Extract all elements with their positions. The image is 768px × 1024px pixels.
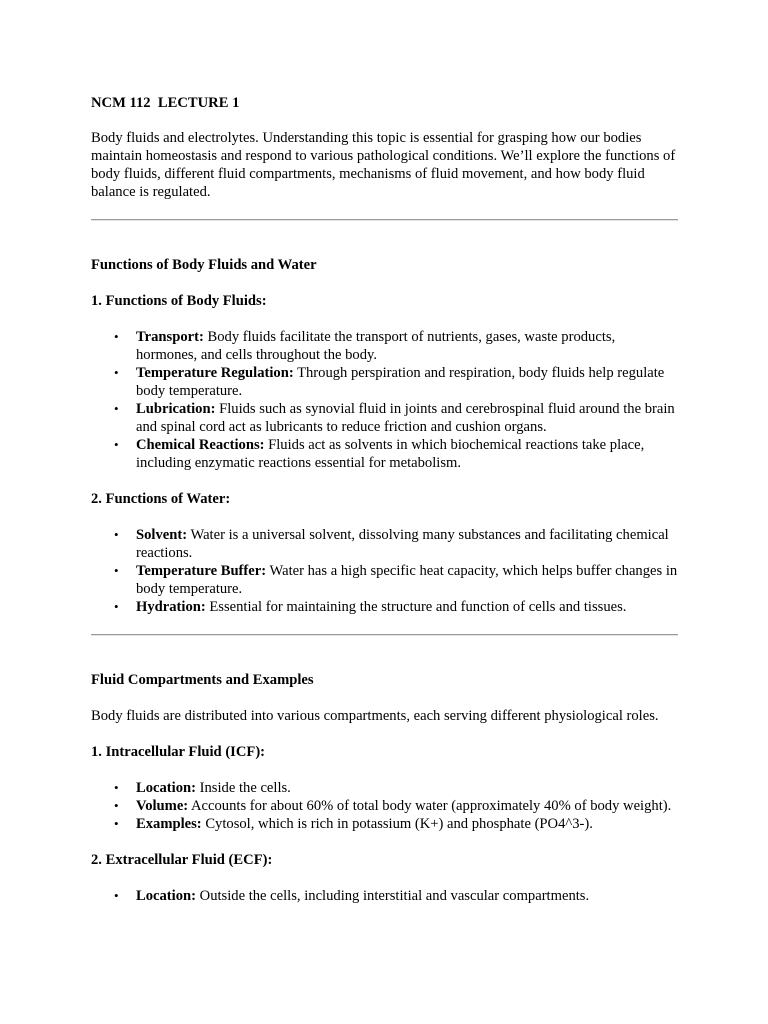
bullet-glyph: •: [114, 437, 119, 452]
item-term: Chemical Reactions:: [136, 437, 265, 453]
section-divider: [91, 219, 678, 221]
item-text: Fluids such as synovial fluid in joints and cerebrospinal fluid around the brain and spinal cord act as lubricants to reduce friction and cushion organs.: [136, 401, 675, 435]
item-text: Cytosol, which is rich in potassium (K+) and phosphate (PO4^3-).: [201, 816, 593, 832]
item-term: Lubrication:: [136, 401, 216, 417]
document-title: NCM 112 LECTURE 1: [91, 95, 240, 111]
item-text: Essential for maintaining the structure and function of cells and tissues.: [205, 599, 627, 615]
bullet-glyph: •: [114, 563, 119, 578]
item-text: Outside the cells, including interstitial and vascular compartments.: [196, 888, 590, 904]
subheading-functions-body-fluids: 1. Functions of Body Fluids:: [91, 293, 267, 309]
item-text: Water has a high specific heat capacity, which helps buffer changes in body temperature.: [136, 563, 678, 597]
bullet-glyph: •: [114, 780, 119, 795]
list-functions-water: [91, 526, 678, 616]
item-term: Temperature Regulation:: [136, 365, 294, 381]
bullet-glyph: •: [114, 888, 119, 903]
item-term: Transport:: [136, 329, 204, 345]
bullet-glyph: •: [114, 329, 119, 344]
list-icf: [91, 779, 678, 833]
item-term: Examples:: [136, 816, 202, 832]
list-item: [114, 400, 678, 436]
item-text: Fluids act as solvents in which biochemical reactions take place, including enzymatic reactions essential for metabolism.: [136, 437, 645, 471]
item-term: Location:: [136, 888, 196, 904]
item-text: Accounts for about 60% of total body water (approximately 40% of body weight).: [188, 798, 672, 814]
intro-paragraph: Body fluids and electrolytes. Understanding this topic is essential for grasping how our bodies maintain homeostasis and respond to various pathological conditions. We’ll explore the functions of body fluids, different fluid compartments, mechanisms of fluid movement, and how body fluid balance is regulated.: [91, 130, 676, 200]
bullet-glyph: •: [114, 365, 119, 380]
list-ecf: [91, 887, 678, 905]
bullet-glyph: •: [114, 798, 119, 813]
list-item: [114, 598, 678, 616]
list-item: [114, 328, 678, 364]
item-term: Temperature Buffer:: [136, 563, 267, 579]
item-term: Solvent:: [136, 527, 188, 543]
list-item: [114, 364, 678, 400]
section-heading-compartments: Fluid Compartments and Examples: [91, 672, 314, 688]
list-item: [114, 779, 678, 797]
bullet-glyph: •: [114, 527, 119, 542]
item-term: Location:: [136, 780, 196, 796]
list-item: [114, 562, 678, 598]
bullet-glyph: •: [114, 816, 119, 831]
item-text: Through perspiration and respiration, body fluids help regulate body temperature.: [136, 365, 665, 399]
subheading-functions-water: 2. Functions of Water:: [91, 491, 231, 507]
subheading-icf: 1. Intracellular Fluid (ICF):: [91, 744, 266, 760]
item-text: Inside the cells.: [196, 780, 291, 796]
item-text: Body fluids facilitate the transport of nutrients, gases, waste products, hormones, and cells throughout the body.: [136, 329, 616, 363]
list-item: [114, 526, 678, 562]
item-text: Water is a universal solvent, dissolving many substances and facilitating chemical reactions.: [136, 527, 669, 561]
item-term: Hydration:: [136, 599, 206, 615]
list-item: [114, 436, 678, 472]
bullet-glyph: •: [114, 401, 119, 416]
bullet-glyph: •: [114, 599, 119, 614]
item-term: Volume:: [136, 798, 189, 814]
list-functions-body-fluids: [91, 328, 678, 472]
list-item: [114, 797, 678, 815]
section-heading-functions: Functions of Body Fluids and Water: [91, 257, 317, 273]
list-item: [114, 887, 678, 905]
compartments-intro: Body fluids are distributed into various compartments, each serving different physiological roles.: [91, 708, 659, 724]
subheading-ecf: 2. Extracellular Fluid (ECF):: [91, 852, 273, 868]
section-divider: [91, 634, 678, 636]
list-item: [114, 815, 678, 833]
